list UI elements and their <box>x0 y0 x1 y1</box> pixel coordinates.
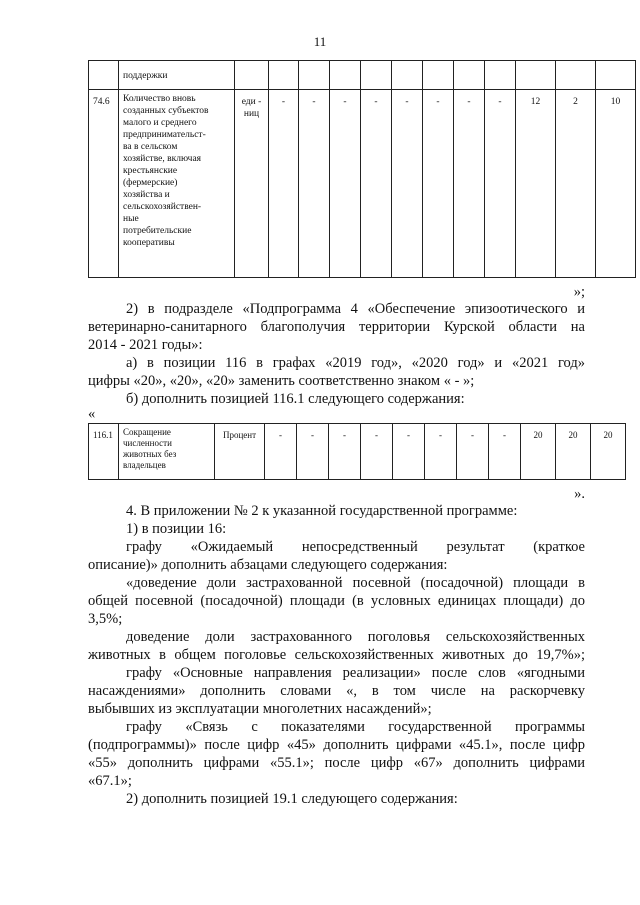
opening-quote: « <box>88 406 96 422</box>
row-number: 116.1 <box>93 430 113 440</box>
paragraph-line: описание)» дополнить абзацами следующего содержания: <box>88 557 448 573</box>
table-cell: - <box>425 424 457 480</box>
table-cell: - <box>457 424 489 480</box>
section-heading: 4. В приложении № 2 к указанной государственной программе: <box>126 503 518 519</box>
table-cell: - <box>265 424 297 480</box>
table-cell: - <box>299 90 330 278</box>
table-cell: - <box>485 90 516 278</box>
table-cell: 12 <box>516 90 556 278</box>
table-cell: - <box>489 424 521 480</box>
paragraph-line: графу «Основные направления реализации» после слов «ягодными <box>126 665 585 681</box>
paragraph-line: выбывших из эксплуатации многолетних насаждений»; <box>88 701 432 717</box>
row-unit: еди - ниц <box>235 90 269 278</box>
paragraph-line: насаждениями» дополнить словами «, в том числе на раскорчевку <box>88 683 585 699</box>
table-cell: - <box>361 90 392 278</box>
paragraph-line: животных в общем поголовье сельскохозяйственных животных до 19,7%»; <box>88 647 585 663</box>
table-cell: - <box>393 424 425 480</box>
paragraph-line: «67.1»; <box>88 773 132 789</box>
row-name: поддержки <box>123 71 168 81</box>
paragraph-line: ветеринарно-санитарного благополучия территории Курской области на <box>88 319 585 335</box>
paragraph-line: цифры «20», «20», «20» заменить соответственно знаком « - »; <box>88 373 475 389</box>
table-cell: - <box>330 90 361 278</box>
row-unit: Процент <box>215 424 265 480</box>
table-cell: - <box>454 90 485 278</box>
table-cell: 20 <box>521 424 556 480</box>
row-name: Сокращение численности животных без владельцев <box>119 424 215 480</box>
paragraph-line: б) дополнить позицией 116.1 следующего содержания: <box>126 391 465 407</box>
row-number: 74.6 <box>93 97 110 107</box>
paragraph-line: 3,5%; <box>88 611 123 627</box>
closing-quote: ». <box>574 486 585 502</box>
table-row <box>89 424 626 480</box>
table-cell: 10 <box>596 90 636 278</box>
table-row <box>89 90 636 278</box>
paragraph-line: 2014 - 2021 годы»: <box>88 337 203 353</box>
paragraph-line: 2) дополнить позицией 19.1 следующего содержания: <box>126 791 458 807</box>
table-cell: - <box>297 424 329 480</box>
table-cell: 20 <box>591 424 626 480</box>
paragraph-line: графу «Ожидаемый непосредственный результат (краткое <box>126 539 585 555</box>
paragraph-line: «доведение доли застрахованной посевной (посадочной) площади в <box>126 575 585 591</box>
table-cell: - <box>269 90 299 278</box>
row-name: Количество вновь созданных субъектов малого и среднего предпринимательст- ва в сельском хозяйстве, включая крестьянские (фермерские) хозяйства и сельскохозяйствен- ные потребительские кооперативы <box>119 90 235 278</box>
paragraph-line: (подпрограммы)» после цифр «45» дополнить цифрами «45.1», после цифр <box>88 737 585 753</box>
paragraph-line: графу «Связь с показателями государственной программы <box>126 719 585 735</box>
paragraph-line: а) в позиции 116 в графах «2019 год», «2020 год» и «2021 год» <box>126 355 585 371</box>
table-cell: - <box>423 90 454 278</box>
indicator-table-top <box>88 60 636 278</box>
page-number: 11 <box>313 34 327 49</box>
paragraph-line: 2) в подразделе «Подпрограмма 4 «Обеспечение эпизоотического и <box>126 301 585 317</box>
paragraph-line: «55» дополнить цифрами «55.1»; после цифр «67» дополнить цифрами <box>88 755 585 771</box>
indicator-table-bottom <box>88 423 626 480</box>
table-cell: - <box>329 424 361 480</box>
paragraph-line: 1) в позиции 16: <box>126 521 227 537</box>
paragraph-line: общей посевной (посадочной) площади (в условных единицах площади) до <box>88 593 585 609</box>
table-row <box>89 61 636 90</box>
closing-quote: »; <box>573 284 585 300</box>
table-cell: - <box>392 90 423 278</box>
paragraph-line: доведение доли застрахованного поголовья сельскохозяйственных <box>126 629 585 645</box>
table-cell: 20 <box>556 424 591 480</box>
table-cell: 2 <box>556 90 596 278</box>
table-cell: - <box>361 424 393 480</box>
